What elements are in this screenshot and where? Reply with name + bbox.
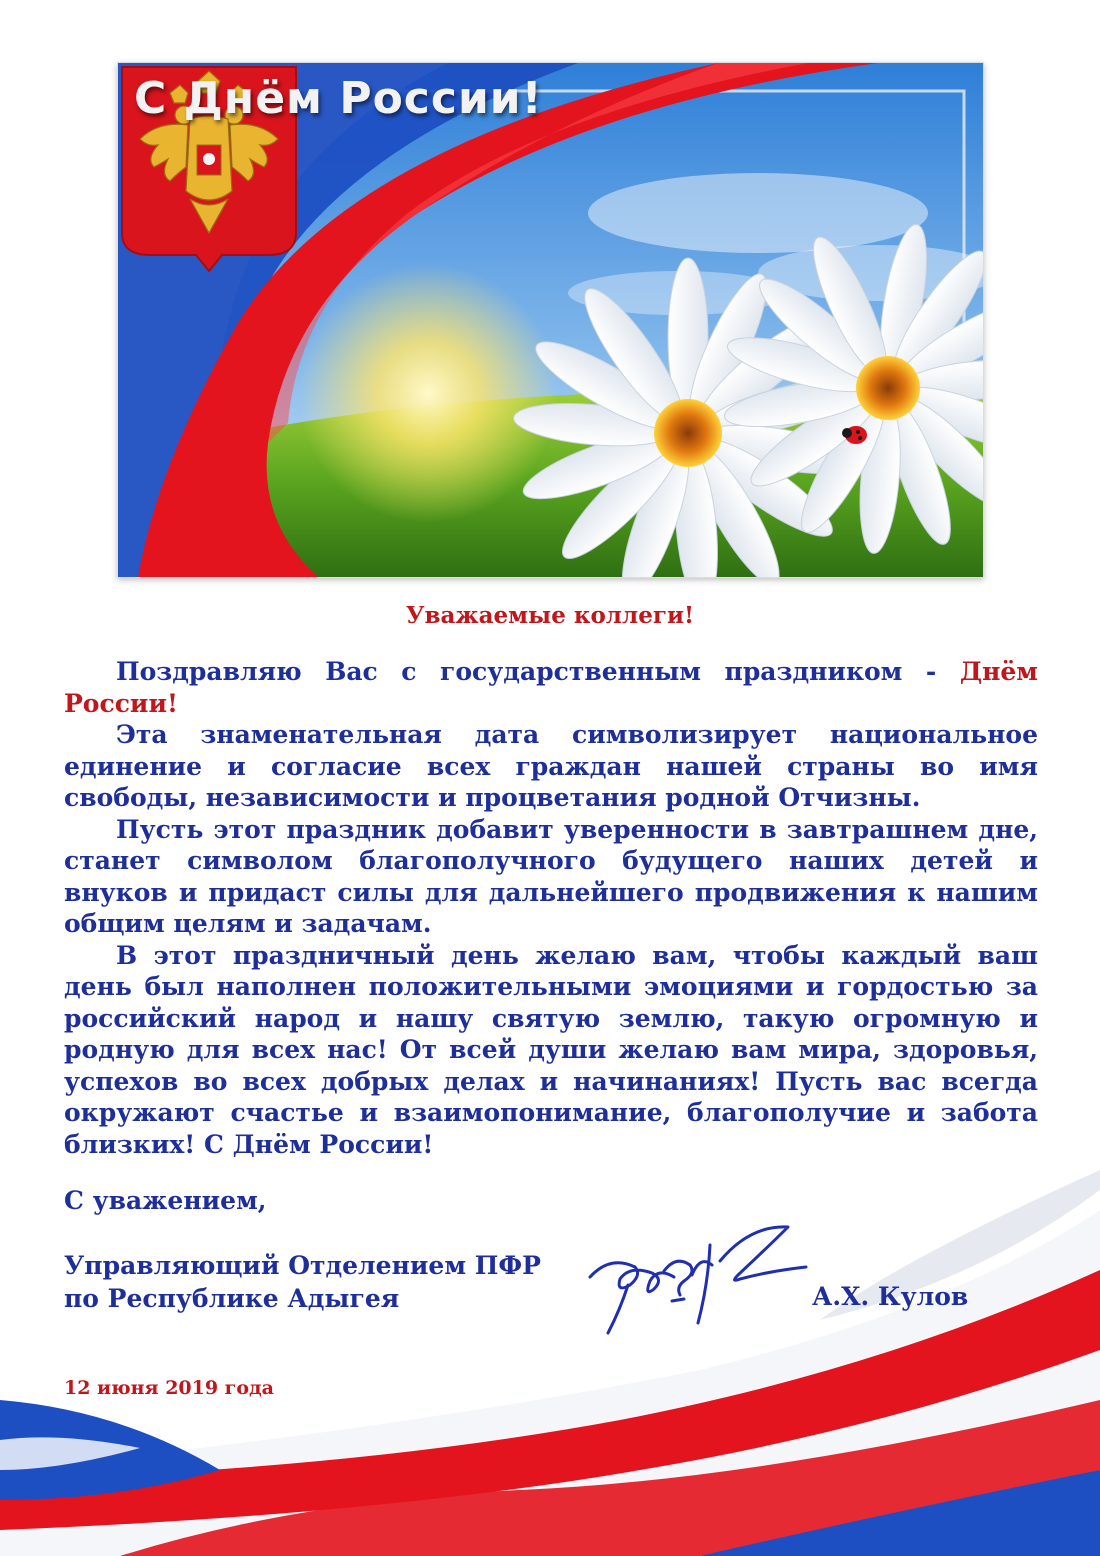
paragraph-4: В этот праздничный день желаю вам, чтобы каждый ваш день был наполнен положительными эмоциями и гордостью за российский народ и нашу святую землю, такую огромную и родную для всех нас! От всей души желаю вам мира, здоровья, успехов во всех добрых делах и начинаниях! Пусть вас всегда окружают счастье и взаимопонимание, благополучие и забота близких! С Днём России! bbox=[64, 940, 1038, 1159]
greeting-heading: Уважаемые коллеги! bbox=[405, 602, 695, 629]
letter-date: 12 июня 2019 года bbox=[64, 1377, 274, 1399]
paragraph-2: Эта знаменательная дата символизирует национальное единение и согласие всех граждан нашей страны во имя свободы, независимости и процветания родной Отчизны. bbox=[64, 720, 1038, 812]
position-line-2: по Республике Адыгея bbox=[64, 1284, 400, 1313]
flag-ribbon-decoration bbox=[0, 1170, 1100, 1556]
paragraph-3: Пусть этот праздник добавит уверенности в завтрашнем дне, станет символом благополучного будущего наших детей и внуков и придаст силы для дальнейшего продвижения к нашим общим целям и задачам. bbox=[64, 814, 1038, 938]
position-line-1: Управляющий Отделением ПФР bbox=[64, 1251, 541, 1280]
banner-title: С Днём России! bbox=[134, 73, 543, 124]
closing-phrase: С уважением, bbox=[64, 1186, 267, 1215]
greeting-banner bbox=[117, 62, 984, 578]
handwritten-signature bbox=[580, 1215, 810, 1345]
signer-position bbox=[64, 1249, 541, 1315]
paragraph-1-text: Поздравляю Вас с государственным праздником - bbox=[116, 657, 960, 686]
paragraph-1-highlight: Днём России! bbox=[64, 657, 1038, 718]
paragraph-1 bbox=[64, 656, 1038, 719]
signer-name: А.Х. Кулов bbox=[812, 1282, 969, 1311]
letter-body bbox=[64, 656, 1038, 1160]
